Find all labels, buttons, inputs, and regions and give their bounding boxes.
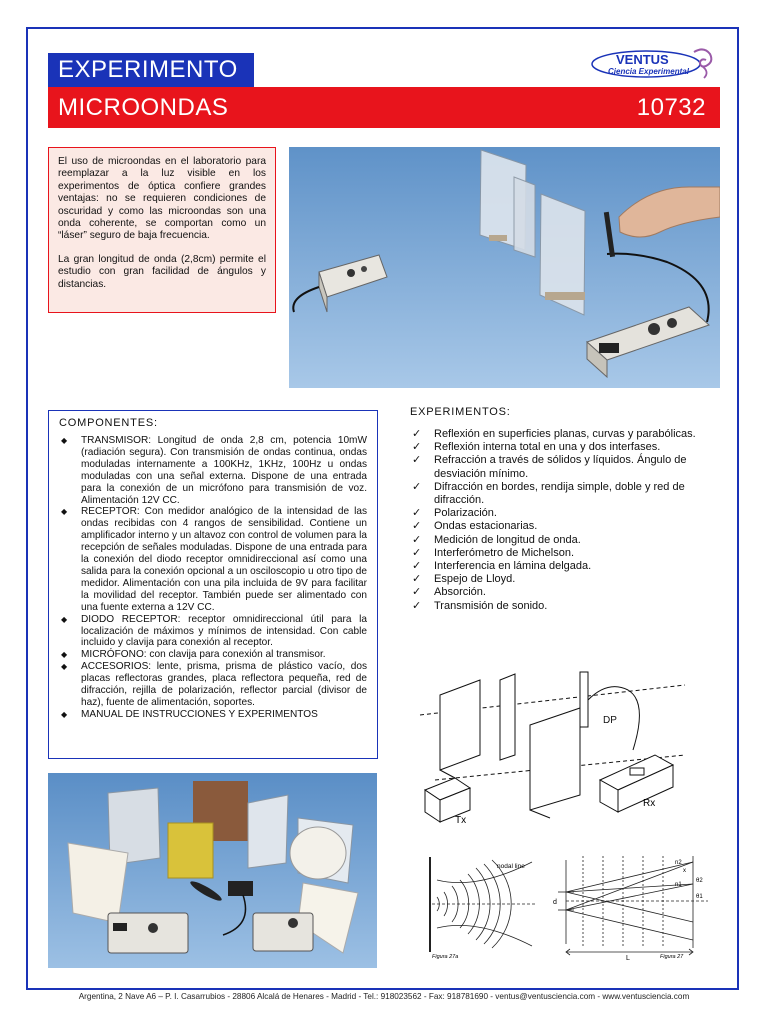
list-item: ✓ Transmisión de sonido.	[410, 600, 720, 613]
label-n1: n1	[675, 882, 682, 888]
logo-brand: VENTUS	[616, 52, 669, 67]
intro-paragraph-2: La gran longitud de onda (2,8cm) permite el estudio con gran facilidad de ángulos y distancias.	[58, 253, 266, 290]
components-list	[59, 435, 367, 721]
list-item: ◆ ACCESORIOS: lente, prisma, prisma de plástico vacío, dos placas reflectoras grandes, placa reflectora pequeña, red de difracción, rejilla de polarización, reflector parcial (divisor de haz), fuente de alimentación, soportes.	[59, 661, 367, 709]
label-L: L	[626, 955, 630, 962]
list-item: ✓ Absorción.	[410, 586, 720, 599]
list-item: ✓ Espejo de Lloyd.	[410, 573, 720, 586]
label-rx: Rx	[643, 798, 656, 809]
label-tx: Tx	[455, 815, 467, 825]
intro-paragraph-1: El uso de microondas en el laboratorio para reemplazar a la luz visible en los experimentos de óptica confiere grandes ventajas: no se requieren condiciones de oscuridad y como las microondas son una onda coherente, se comportan como un “láser” seguro de baja frecuencia.	[58, 156, 266, 242]
label-dp: DP	[603, 715, 617, 726]
kit-photo	[48, 773, 377, 968]
list-item: ✓ Reflexión interna total en una y dos interfases.	[410, 441, 720, 454]
setup-diagram	[415, 660, 690, 825]
label-theta1: θ1	[696, 894, 703, 900]
intro-box	[48, 147, 276, 313]
list-item: ✓ Reflexión en superficies planas, curvas y parabólicas.	[410, 428, 720, 441]
diffraction-figure	[402, 852, 542, 962]
list-item: ✓ Interferencia en lámina delgada.	[410, 560, 720, 573]
product-code: 10732	[636, 94, 706, 121]
experiments-section	[410, 406, 720, 613]
list-item: ◆ MANUAL DE INSTRUCCIONES Y EXPERIMENTOS	[59, 709, 367, 721]
list-item: ◆ DIODO RECEPTOR: receptor omnidireccional útil para la localización de máximos y mínimos de intensidad. Con cable incluido y clavija para conexión al receptor.	[59, 614, 367, 650]
label-nodal-line: nodal line	[497, 863, 525, 870]
list-item: ✓ Refracción a través de sólidos y líquidos. Ángulo de desviación mínimo.	[410, 454, 720, 480]
experiment-label: EXPERIMENTO	[48, 53, 254, 87]
list-item: ✓ Medición de longitud de onda.	[410, 534, 720, 547]
label-d: d	[553, 899, 557, 906]
list-item: ◆ TRANSMISOR: Longitud de onda 2,8 cm, potencia 10mW (radiación segura). Con transmisión de ondas continua, ondas moduladas internamente a 100KHz, 1KHz, 100Hz u ondas moduladas con una señal externa. Dispone de una entrada para la conexión de un micrófono para transmisión de voz. Alimentación 12V CC.	[59, 435, 367, 506]
label-x: x	[683, 868, 686, 874]
page-title: MICROONDAS	[58, 94, 229, 121]
experiments-list	[410, 428, 720, 613]
label-fig27a: Figura 27a	[432, 954, 459, 960]
footer-address: Argentina, 2 Nave A6 – P. I. Casarrubios - 28806 Alcalá de Henares - Madrid - Tel.: 918023562 - Fax: 918781690 - ventus@ventusciencia.com - www.ventusciencia.com	[78, 992, 690, 1001]
label-theta2: θ2	[696, 878, 703, 884]
experiments-heading: EXPERIMENTOS:	[410, 406, 511, 418]
title-bar	[48, 87, 720, 128]
label-fig27: Figura 27	[660, 954, 684, 960]
double-slit-figure	[548, 852, 718, 964]
list-item: ✓ Interferómetro de Michelson.	[410, 547, 720, 560]
setup-photo	[289, 147, 720, 388]
list-item: ✓ Polarización.	[410, 507, 720, 520]
ventus-logo	[590, 44, 720, 80]
list-item: ✓ Ondas estacionarias.	[410, 520, 720, 533]
components-heading: COMPONENTES:	[59, 417, 158, 429]
list-item: ◆ MICRÓFONO: con clavija para conexión al transmisor.	[59, 649, 367, 661]
logo-tagline: Ciencia Experimental	[608, 67, 689, 76]
label-n2: n2	[675, 860, 682, 866]
components-box	[48, 410, 378, 759]
list-item: ◆ RECEPTOR: Con medidor analógico de la intensidad de las ondas recibidas con 4 rangos de sensibilidad. Contiene un amplificador interno y un altavoz con control de volumen para la recepción de señales moduladas. Dispone de una entrada para la conexión del diodo receptor omnidireccional así como una salida para la conexión opcional a un osciloscopio u otro tipo de medidor. Alimentación con una pila incluida de 9V para facilitar la movilidad del receptor. También puede ser alimentado con una fuente externa a 12V CC.	[59, 506, 367, 613]
list-item: ✓ Difracción en bordes, rendija simple, doble y red de difracción.	[410, 481, 720, 507]
